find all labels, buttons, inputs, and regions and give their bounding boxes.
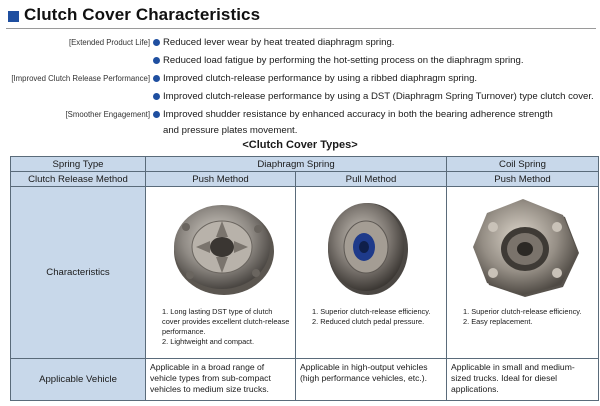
diaphragm-spring-header: Diaphragm Spring bbox=[146, 157, 447, 172]
feature-continuation: and pressure plates movement. bbox=[163, 125, 298, 136]
feature-text: Improved clutch-release performance by using a ribbed diaphragm spring. bbox=[163, 73, 478, 84]
types-title: <Clutch Cover Types> bbox=[242, 139, 358, 151]
note-item: 2. Reduced clutch pedal pressure. bbox=[312, 317, 425, 326]
note-item: 1. Superior clutch-release efficiency. bbox=[312, 307, 431, 316]
bullet-icon bbox=[153, 93, 160, 100]
push-clutch-cover-image bbox=[146, 187, 295, 305]
feature-item bbox=[0, 107, 600, 122]
spring-type-row bbox=[11, 157, 599, 172]
push-diaphragm-cell bbox=[146, 187, 296, 359]
coil-notes bbox=[447, 305, 598, 331]
note-item: 1. Superior clutch-release efficiency. bbox=[463, 307, 582, 316]
method-row bbox=[11, 172, 599, 187]
method-push: Push Method bbox=[146, 172, 296, 187]
coil-clutch-cover-image bbox=[447, 187, 598, 305]
spring-type-label: Spring Type bbox=[11, 157, 146, 172]
feature-text: Improved clutch-release performance by using a DST (Diaphragm Spring Turnover) type clutch cover. bbox=[163, 91, 594, 102]
applicable-row bbox=[11, 359, 599, 401]
feature-item bbox=[0, 89, 600, 104]
pull-clutch-cover-image bbox=[296, 187, 446, 305]
page-header bbox=[6, 4, 596, 30]
characteristics-row bbox=[11, 187, 599, 359]
push-notes bbox=[146, 305, 295, 351]
coil-spring-cell bbox=[447, 187, 599, 359]
feature-category: [Smoother Engagement] bbox=[65, 110, 150, 119]
coil-spring-header: Coil Spring bbox=[447, 157, 599, 172]
note-item: 2. Easy replacement. bbox=[463, 317, 533, 326]
applicable-pull: Applicable in high-output vehicles (high performance vehicles, etc.). bbox=[296, 359, 447, 401]
applicable-label: Applicable Vehicle bbox=[11, 359, 146, 401]
feature-category: [Extended Product Life] bbox=[68, 38, 150, 47]
feature-item bbox=[0, 71, 600, 86]
note-item: 1. Long lasting DST type of clutch cover provides excellent clutch-release performance. bbox=[162, 307, 290, 336]
feature-category: [Improved Clutch Release Performance] bbox=[11, 74, 150, 83]
feature-text: Reduced lever wear by heat treated diaphragm spring. bbox=[163, 37, 395, 48]
method-pull: Pull Method bbox=[296, 172, 447, 187]
feature-item bbox=[0, 53, 600, 68]
pull-diaphragm-cell bbox=[296, 187, 447, 359]
applicable-push: Applicable in a broad range of vehicle types from sub-compact vehicles to medium size trucks. bbox=[146, 359, 296, 401]
pull-notes bbox=[296, 305, 446, 331]
bullet-icon bbox=[153, 57, 160, 64]
feature-item bbox=[0, 35, 600, 50]
bullet-icon bbox=[153, 75, 160, 82]
page-title: Clutch Cover Characteristics bbox=[24, 5, 261, 24]
title-marker-icon bbox=[8, 11, 19, 22]
applicable-coil: Applicable in small and medium-sized trucks. Ideal for diesel applications. bbox=[447, 359, 599, 401]
clutch-types-table bbox=[10, 156, 599, 401]
title-divider bbox=[6, 28, 596, 29]
bullet-icon bbox=[153, 111, 160, 118]
method-label: Clutch Release Method bbox=[11, 172, 146, 187]
feature-text: Reduced load fatigue by performing the hot-setting process on the diaphragm spring. bbox=[163, 55, 524, 66]
feature-text: Improved shudder resistance by enhanced accuracy in both the bearing adherence strength bbox=[163, 109, 553, 120]
characteristics-label: Characteristics bbox=[11, 187, 146, 359]
method-push-coil: Push Method bbox=[447, 172, 599, 187]
bullet-icon bbox=[153, 39, 160, 46]
note-item: 2. Lightweight and compact. bbox=[162, 337, 255, 346]
